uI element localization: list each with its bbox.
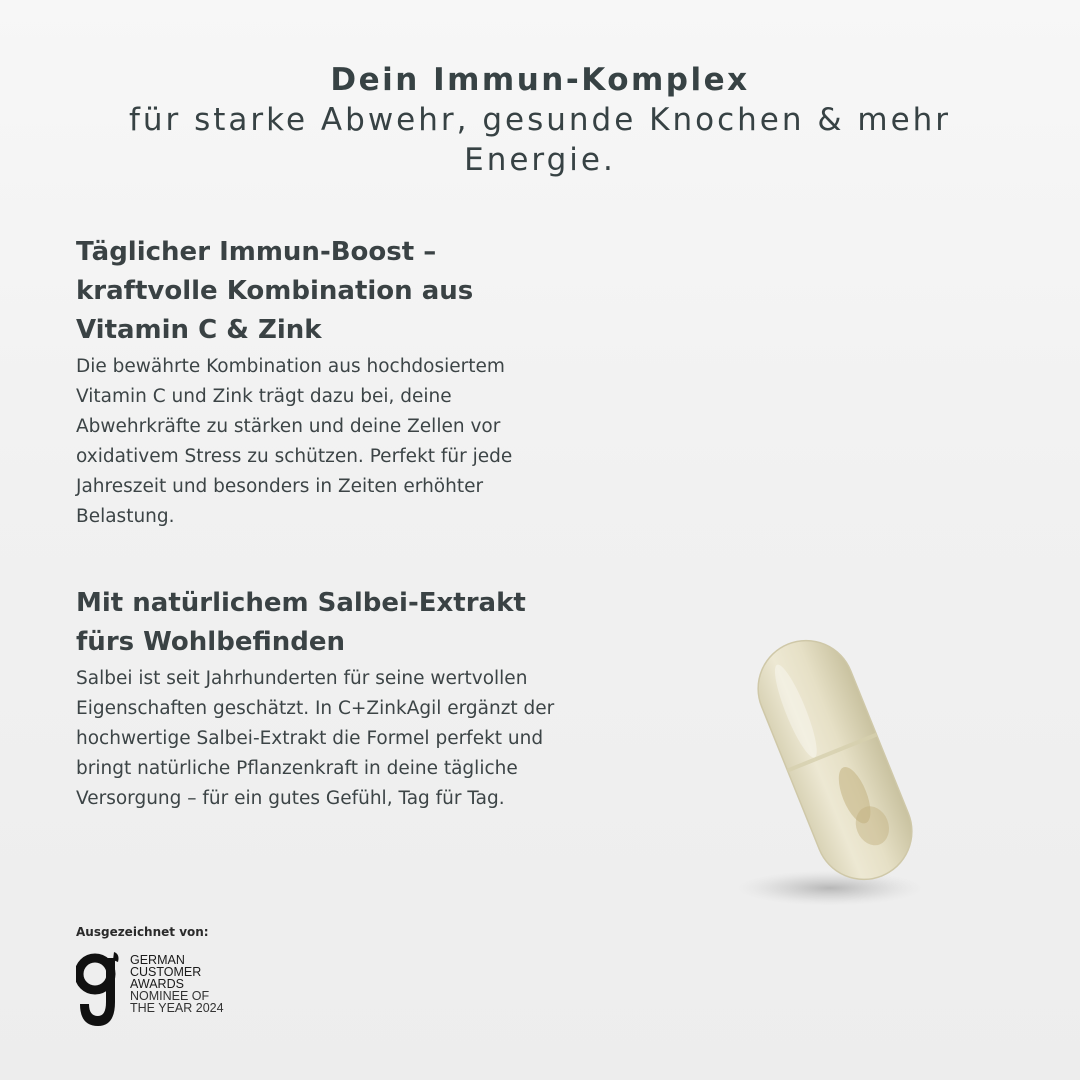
- feature-section-sage: [76, 584, 566, 814]
- feature-title-immune: Täglicher Immun-Boost – kraftvolle Kombination aus Vitamin C & Zink: [76, 237, 474, 345]
- product-capsule-image: [700, 620, 980, 920]
- feature-section-immune: [76, 233, 566, 532]
- g-award-logo-icon: [76, 950, 122, 1028]
- feature-body-sage: Salbei ist seit Jahrhunderten für seine wertvollen Eigenschaften geschätzt. In C+ZinkAgil ergänzt der hochwertige Salbei-Extrakt die Formel perfekt und bringt natürliche Pflanzenkraft in deine tägliche Versorgung – für ein gutes Gefühl, Tag für Tag.: [76, 668, 555, 809]
- award-line-5: THE YEAR 2024: [130, 1001, 224, 1015]
- award-badge: [76, 950, 296, 1030]
- capsule-icon: [700, 620, 980, 920]
- award-text: [130, 954, 224, 1014]
- feature-body-immune: Die bewährte Kombination aus hochdosiertem Vitamin C und Zink trägt dazu bei, deine Abwehrkräfte zu stärken und deine Zellen vor oxidativem Stress zu schützen. Perfekt für jede Jahreszeit und besonders in Zeiten erhöhter Belastung.: [76, 356, 513, 527]
- award-line-2: CUSTOMER: [130, 965, 202, 979]
- award-label: Ausgezeichnet von:: [76, 925, 209, 939]
- award-line-4: NOMINEE OF: [130, 989, 210, 1003]
- page-subtitle: für starke Abwehr, gesunde Knochen & mehr Energie.: [128, 102, 952, 178]
- award-line-3: AWARDS: [130, 977, 184, 991]
- page-header: [0, 60, 1080, 180]
- page-title: Dein Immun-Komplex: [330, 62, 750, 98]
- feature-title-sage: Mit natürlichem Salbei-Extrakt fürs Wohlbefinden: [76, 588, 526, 657]
- award-line-1: GERMAN: [130, 953, 185, 967]
